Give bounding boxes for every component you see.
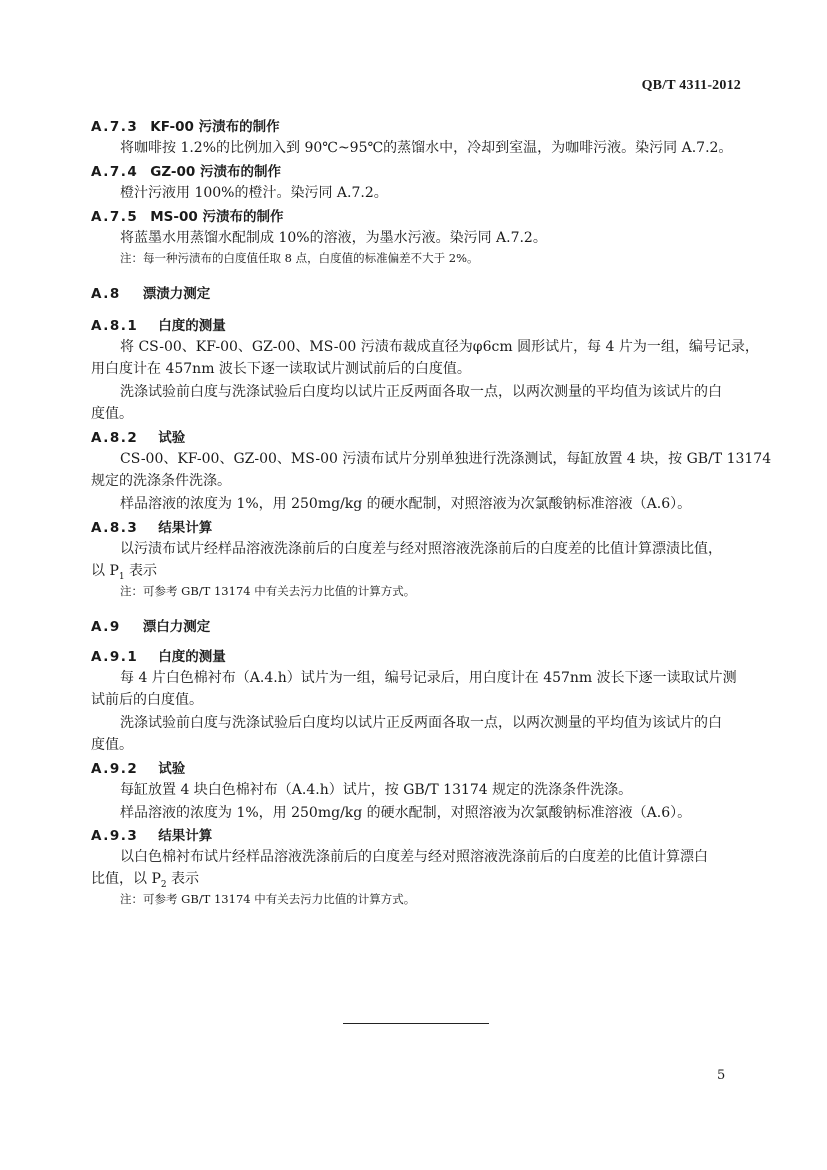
heading-a7-5 bbox=[91, 205, 284, 225]
paragraph-line: 比值，以 $P_2$ 表示 bbox=[91, 871, 200, 890]
paragraph-line: 样品溶液的浓度为 1%，用 250mg/kg 的硬水配制，对照溶液为次氯酸钠标准溶液（A.6）。 bbox=[120, 805, 692, 821]
paragraph-line: 规定的洗涤条件洗涤。 bbox=[91, 473, 231, 489]
heading-a8-2 bbox=[91, 426, 185, 446]
section-number: A.7.4 bbox=[91, 164, 139, 180]
paragraph-line: 橙汁污液用 100%的橙汁。染污同 A.7.2。 bbox=[120, 185, 388, 201]
section-title: 试验 bbox=[158, 430, 186, 446]
section-title: 试验 bbox=[158, 761, 186, 777]
section-number: A.9.3 bbox=[91, 828, 139, 844]
section-number: A.7.5 bbox=[91, 209, 139, 225]
heading-a9-2 bbox=[91, 757, 185, 777]
note: 注：可参考 GB/T 13174 中有关去污力比值的计算方式。 bbox=[120, 892, 416, 906]
subscript: 1 bbox=[118, 571, 125, 582]
paragraph-line: 度值。 bbox=[91, 737, 133, 753]
paragraph-line: 每缸放置 4 块白色棉衬布（A.4.h）试片，按 GB/T 13174 规定的洗涤条件洗涤。 bbox=[120, 782, 633, 798]
section-number: A.7.3 bbox=[91, 119, 139, 135]
paragraph-line: 试前后的白度值。 bbox=[91, 692, 203, 708]
paragraph-line: 洗涤试验前白度与洗涤试验后白度均以试片正反两面各取一点，以两次测量的平均值为该试片的白 bbox=[120, 715, 722, 731]
heading-a8-1 bbox=[91, 314, 226, 334]
heading-a8 bbox=[91, 282, 210, 302]
section-title: 漂白力测定 bbox=[142, 619, 211, 635]
section-title: KF-00 污渍布的制作 bbox=[150, 119, 280, 135]
paragraph-line: 以白色棉衬布试片经样品溶液洗涤前后的白度差与经对照溶液洗涤前后的白度差的比值计算漂白 bbox=[120, 849, 708, 865]
subscript: 2 bbox=[160, 879, 167, 890]
note: 注：每一种污渍布的白度值任取 8 点，白度值的标准偏差不大于 2%。 bbox=[120, 251, 479, 265]
section-title: 结果计算 bbox=[158, 520, 213, 536]
section-number: A.8.1 bbox=[91, 318, 139, 334]
section-title: MS-00 污渍布的制作 bbox=[150, 209, 284, 225]
page-number: 5 bbox=[717, 1068, 726, 1083]
paragraph-line: 用白度计在 457nm 波长下逐一读取试片测试前后的白度值。 bbox=[91, 361, 471, 377]
paragraph-line: 将咖啡按 1.2%的比例加入到 90℃~95℃的蒸馏水中，冷却到室温，为咖啡污液。染污同 A.7.2。 bbox=[120, 140, 733, 156]
paragraph-line: 将蓝墨水用蒸馏水配制成 10%的溶液，为墨水污液。染污同 A.7.2。 bbox=[120, 230, 547, 246]
section-title: 白度的测量 bbox=[158, 649, 226, 665]
paragraph-line: CS-00、KF-00、GZ-00、MS-00 污渍布试片分别单独进行洗涤测试，每缸放置 4 块，按 GB/T 13174 bbox=[120, 451, 772, 467]
paragraph-line: 度值。 bbox=[91, 406, 133, 422]
heading-a9-1 bbox=[91, 645, 226, 665]
note: 注：可参考 GB/T 13174 中有关去污力比值的计算方式。 bbox=[120, 584, 416, 598]
section-title: 白度的测量 bbox=[158, 318, 226, 334]
paragraph-line: 以 $P_1$ 表示 bbox=[91, 563, 158, 582]
section-number: A.8.3 bbox=[91, 520, 139, 536]
heading-a9 bbox=[91, 615, 210, 635]
paragraph-line: 洗涤试验前白度与洗涤试验后白度均以试片正反两面各取一点，以两次测量的平均值为该试片的白 bbox=[120, 384, 722, 400]
section-title: 漂渍力测定 bbox=[142, 286, 211, 302]
section-number: A.9.1 bbox=[91, 649, 139, 665]
end-rule bbox=[343, 1023, 489, 1024]
paragraph-line: 将 CS-00、KF-00、GZ-00、MS-00 污渍布裁成直径为φ6cm 圆形试片，每 4 片为一组，编号记录， bbox=[120, 339, 759, 355]
section-number: A.8 bbox=[91, 286, 121, 302]
heading-a8-3 bbox=[91, 516, 212, 536]
paragraph-line: 样品溶液的浓度为 1%，用 250mg/kg 的硬水配制，对照溶液为次氯酸钠标准溶液（A.6）。 bbox=[120, 496, 692, 512]
section-number: A.8.2 bbox=[91, 430, 139, 446]
standard-number: QB/T 4311-2012 bbox=[641, 78, 741, 93]
heading-a9-3 bbox=[91, 824, 212, 844]
section-title: GZ-00 污渍布的制作 bbox=[150, 164, 281, 180]
heading-a7-4 bbox=[91, 160, 281, 180]
section-number: A.9.2 bbox=[91, 761, 139, 777]
section-title: 结果计算 bbox=[158, 828, 213, 844]
paragraph-line: 以污渍布试片经样品溶液洗涤前后的白度差与经对照溶液洗涤前后的白度差的比值计算漂渍比值， bbox=[120, 541, 722, 557]
section-number: A.9 bbox=[91, 619, 121, 635]
heading-a7-3 bbox=[91, 115, 280, 135]
paragraph-line: 每 4 片白色棉衬布（A.4.h）试片为一组，编号记录后，用白度计在 457nm 波长下逐一读取试片测 bbox=[120, 670, 737, 686]
